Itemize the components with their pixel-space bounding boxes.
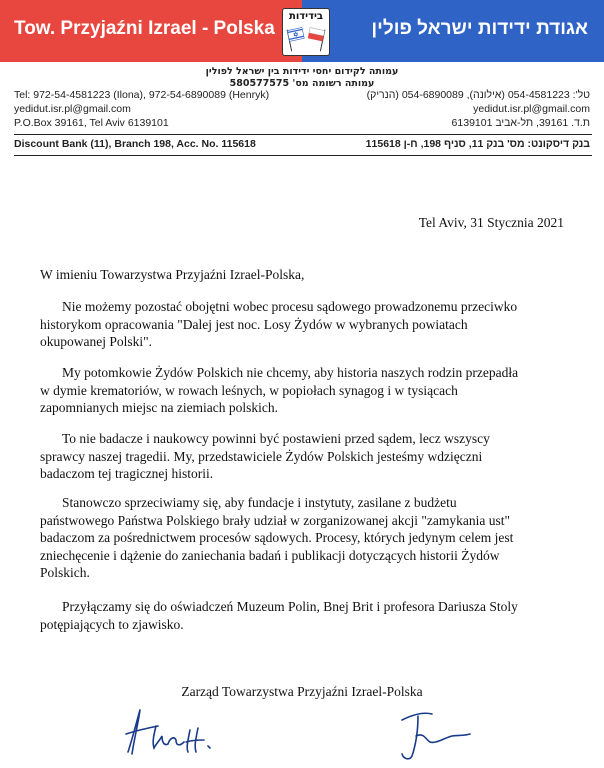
header-divider-top bbox=[14, 134, 592, 135]
paragraph-3 bbox=[40, 430, 566, 483]
paragraph-line: w dymie krematoriów, w rowach leśnych, w popiołach synagog i w tysiącach bbox=[40, 382, 458, 398]
banner-title-polish: Tow. Przyjaźni Izrael - Polska bbox=[14, 18, 275, 39]
closing-signature-line: Zarząd Towarzystwa Przyjaźni Izrael-Polska bbox=[181, 684, 423, 699]
banner-blue-half bbox=[302, 0, 604, 62]
paragraph-line: historykom opracowania "Dalej jest noc. Losy Żydów w wybranych powiatach bbox=[40, 316, 468, 332]
paragraph-line: Nie możemy pozostać obojętni wobec procesu sądowego prowadzonemu przeciwko bbox=[62, 299, 518, 314]
salutation: W imieniu Towarzystwa Przyjaźni Izrael-Polska, bbox=[40, 267, 305, 282]
paragraph-line: badaczom tej tragicznej historii. bbox=[40, 466, 214, 481]
org-registration: עמותה רשומה מס' 580577575 bbox=[229, 78, 375, 89]
paragraph-5 bbox=[40, 598, 566, 633]
paragraph-line: Stanowczo sprzeciwiamy się, aby fundacje i instytuty, zasilane z budżetu bbox=[62, 495, 457, 510]
flags-icon bbox=[285, 24, 327, 52]
contact-pobox: P.O.Box 39161, Tel Aviv 6139101 bbox=[14, 117, 169, 129]
paragraph-line: Polskich. bbox=[40, 565, 90, 580]
signature-right bbox=[396, 706, 476, 764]
contact-pobox-hebrew: ת.ד. 39161, תל-אביב 6139101 bbox=[451, 117, 590, 129]
bank-details-hebrew: בנק דיסקונט: מס' בנק 11, סניף 198, ח-ן 115618 bbox=[365, 138, 590, 150]
association-logo bbox=[282, 8, 330, 56]
letterhead-banner bbox=[0, 0, 604, 62]
paragraph-line: badaczom za pośrednictwem procesów sądowych. Procesy, których jedynym celem jest bbox=[40, 530, 514, 545]
paragraph-line: To nie badacze i naukowcy powinni być postawieni przed sądem, lecz wszyscy bbox=[62, 431, 490, 446]
header-divider-bottom bbox=[14, 155, 592, 156]
bank-details: Discount Bank (11), Branch 198, Acc. No. 115618 bbox=[14, 138, 256, 150]
paragraph-4 bbox=[40, 494, 566, 582]
logo-text: בידידות bbox=[288, 11, 323, 22]
paragraph-line: zapomnianych miejsc na ziemiach polskich. bbox=[40, 400, 279, 415]
contact-phone: Tel: 972-54-4581223 (Ilona), 972-54-6890089 (Henryk) bbox=[14, 89, 270, 101]
contact-email[interactable]: yedidut.isr.pl@gmail.com bbox=[14, 103, 131, 115]
paragraph-line: Przyłączamy się do oświadczeń Muzeum Polin, Bnej Brit i profesora Dariusza Stoly bbox=[62, 599, 518, 614]
paragraph-1 bbox=[40, 298, 566, 351]
letter-date: Tel Aviv, 31 Stycznia 2021 bbox=[418, 215, 564, 230]
paragraph-2 bbox=[40, 364, 566, 417]
org-description: עמותה לקידום יחסי ידידות בין ישראל לפולין bbox=[205, 66, 399, 77]
paragraph-line: państwowego Państwa Polskiego brały udział w zorganizowanej akcji "zamykania ust" bbox=[40, 512, 511, 528]
banner-red-half bbox=[0, 0, 302, 62]
paragraph-line: potępiających to zjawisko. bbox=[40, 616, 184, 632]
paragraph-line: sprawcy naszej tragedii. My, przedstawiciele Żydów Polskich jesteśmy wdzięczni bbox=[40, 448, 483, 464]
signature-left bbox=[118, 700, 228, 762]
paragraph-line: zniechęcenie i dążenie do zaniechania badań i publikacji dotyczących historii Żydów bbox=[40, 547, 500, 563]
paragraph-line: My potomkowie Żydów Polskich nie chcemy, aby historia naszych rodzin przepadła bbox=[62, 365, 519, 380]
contact-phone-hebrew: טל': 054-4581223 (אילונה), 054-6890089 (הנריק) bbox=[366, 89, 590, 101]
paragraph-line: okupowanej Polski". bbox=[40, 334, 153, 349]
contact-email-right[interactable]: yedidut.isr.pl@gmail.com bbox=[473, 103, 590, 115]
banner-title-hebrew: אגודת ידידות ישראל פולין bbox=[371, 18, 588, 39]
